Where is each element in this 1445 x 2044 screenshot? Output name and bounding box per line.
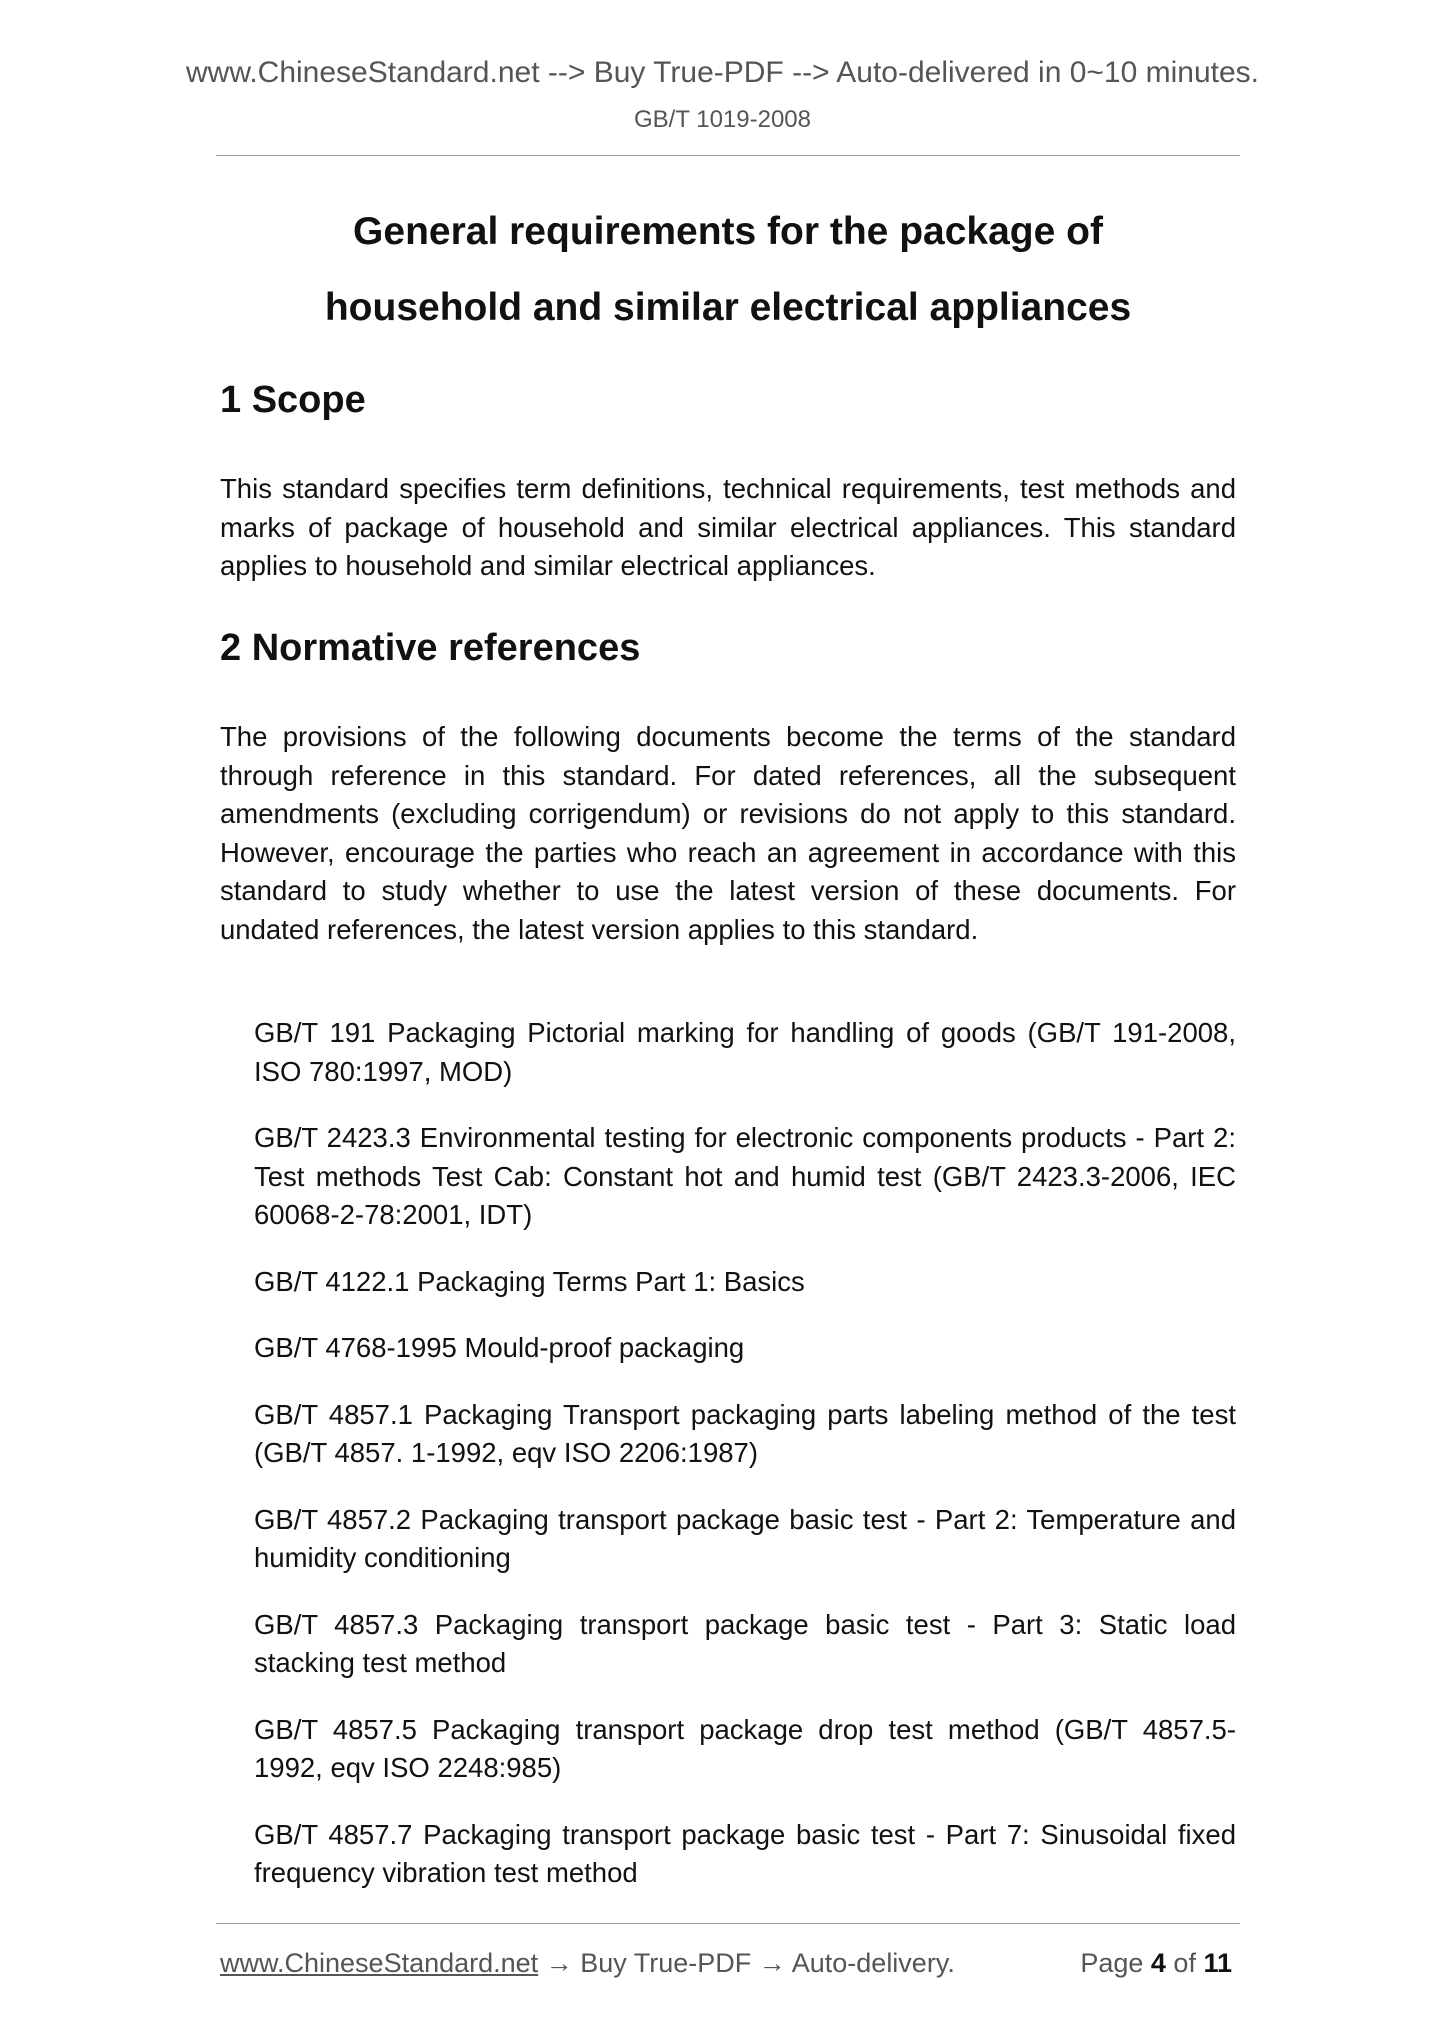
footer-site-link[interactable]: www.ChineseStandard.net [220, 1948, 539, 1978]
page-of-label: of [1165, 1948, 1204, 1978]
section-heading-normative-references: 2 Normative references [220, 627, 641, 669]
section-heading-scope: 1 Scope [220, 379, 366, 421]
top-banner: www.ChineseStandard.net --> Buy True-PDF --> Auto-delivered in 0~10 minutes. [185, 56, 1260, 89]
reference-item: GB/T 4768-1995 Mould-proof packaging [254, 1332, 745, 1363]
title-line-2: household and similar electrical appliances [324, 286, 1132, 329]
footer-tagline: → Buy True-PDF → Auto-delivery. [538, 1948, 955, 1978]
reference-item: GB/T 4857.5 Packaging transport package drop test method (GB/T 4857.5-1992, eqv ISO 2248:985) [254, 1713, 1236, 1783]
footer-left [220, 1948, 955, 1979]
page-current: 4 [1150, 1948, 1166, 1978]
reference-list [254, 1014, 1236, 1921]
header-divider [216, 155, 1240, 156]
reference-item: GB/T 4857.1 Packaging Transport packaging parts labeling method of the test (GB/T 4857. 1-1992, eqv ISO 2206:1987) [254, 1398, 1236, 1468]
reference-item: GB/T 2423.3 Environmental testing for electronic components products - Part 2: Test methods Test Cab: Constant hot and humid test (GB/T 2423.3-2006, IEC 60068-2-78:2001, IDT) [254, 1122, 1236, 1230]
reference-item: GB/T 4122.1 Packaging Terms Part 1: Basics [254, 1265, 805, 1297]
title-line-1: General requirements for the package of [353, 210, 1103, 253]
normative-references-paragraph: The provisions of the following documents become the terms of the standard through reference in this standard. For dated references, all the subsequent amendments (excluding corrigendum) or revisions do not apply to this standard. However, encourage the parties who reach an agreement in accordance with this standard to study whether to use the latest version of these documents. For undated references, the latest version applies to this standard. [220, 721, 1236, 945]
page-label: Page [1080, 1948, 1151, 1978]
reference-item: GB/T 4857.3 Packaging transport package basic test - Part 3: Static load stacking test method [254, 1608, 1236, 1678]
reference-item: GB/T 191 Packaging Pictorial marking for handling of goods (GB/T 191-2008, ISO 780:1997, MOD) [254, 1017, 1236, 1087]
standard-code: GB/T 1019-2008 [633, 106, 811, 133]
page-number [1080, 1948, 1232, 1979]
scope-paragraph: This standard specifies term definitions, technical requirements, test methods and marks of package of household and similar electrical appliances. This standard applies to household and similar electrical appliances. [220, 473, 1236, 581]
footer-divider [216, 1923, 1240, 1924]
reference-item: GB/T 4857.2 Packaging transport package basic test - Part 2: Temperature and humidity conditioning [254, 1503, 1236, 1573]
reference-item: GB/T 4857.7 Packaging transport package basic test - Part 7: Sinusoidal fixed frequency vibration test method [254, 1818, 1236, 1888]
page-total: 11 [1203, 1948, 1232, 1978]
document-title [216, 194, 1240, 346]
